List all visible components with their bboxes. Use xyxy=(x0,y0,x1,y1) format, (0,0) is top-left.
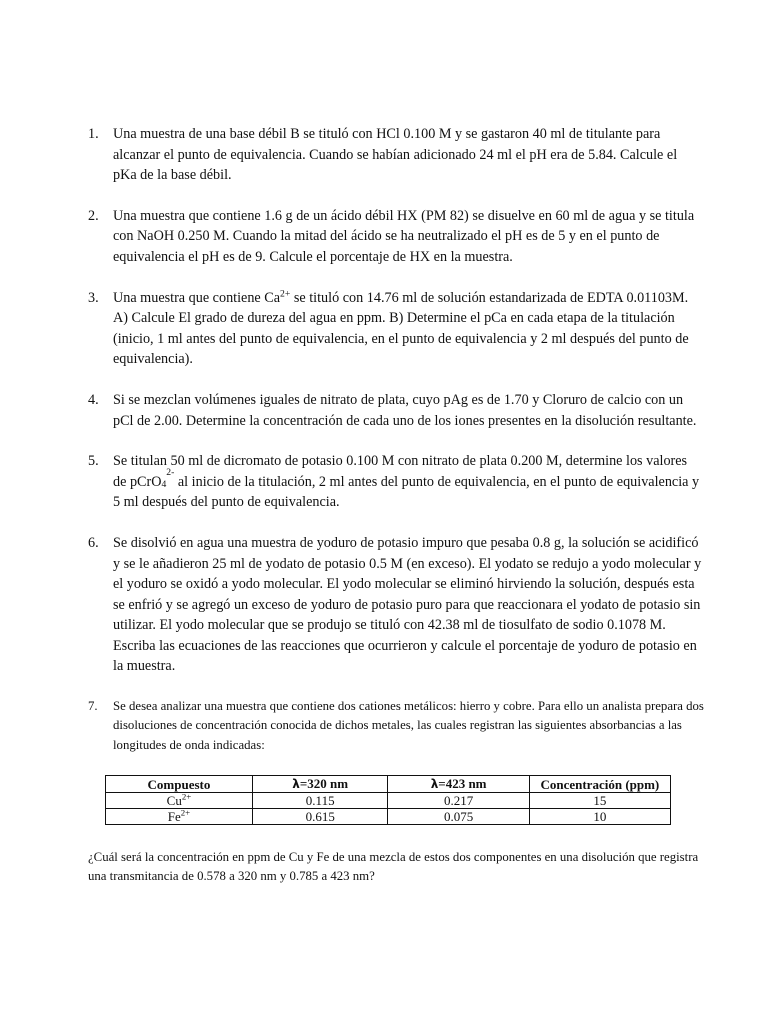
table-row xyxy=(106,793,671,809)
charge-superscript: 2- xyxy=(166,466,175,478)
ion-subsup xyxy=(161,466,175,493)
subscript: 4 xyxy=(161,478,167,490)
problem-number: 1. xyxy=(88,126,99,142)
problem-text: Una muestra de una base débil B se tituló con HCl 0.100 M y se gastaron 40 ml de titulante para alcanzar el punto de equivalencia. Cuando se habían adicionado 24 ml el pH era de 5.84. Calcule el pKa de la base débil. xyxy=(113,126,678,184)
element-symbol: Cu xyxy=(166,793,182,808)
final-question: ¿Cuál será la concentración en ppm de Cu y Fe de una mezcla de estos dos componentes en una disolución que registra una transmitancia de 0.578 a 320 nm y 0.785 a 423 nm? xyxy=(88,850,699,883)
table-header-row xyxy=(106,776,671,793)
problem-number: 2. xyxy=(88,207,99,224)
problem-4 xyxy=(88,390,704,431)
cell-a320: 0.615 xyxy=(252,809,388,825)
cell-conc: 10 xyxy=(529,809,670,825)
problem-text: Si se mezclan volúmenes iguales de nitrato de plata, cuyo pAg es de 1.70 y Cloruro de calcio con un pCl de 2.00. Determine la concentración de cada uno de los iones presentes en la disolución resultante. xyxy=(113,391,697,429)
problem-5 xyxy=(88,451,704,513)
cell-a423: 0.217 xyxy=(388,793,529,809)
problem-text: Se desea analizar una muestra que contiene dos cationes metálicos: hierro y cobre. Para ello un analista prepara dos disoluciones de concentración conocida de dichos metales, las cuales registran las siguientes absorbancias a las longitudes de onda indicadas: xyxy=(113,699,704,752)
problem-number: 5. xyxy=(88,453,99,470)
header-compound: Compuesto xyxy=(106,776,253,793)
header-lambda-320 xyxy=(252,776,388,793)
charge-superscript: 2+ xyxy=(280,287,291,299)
problem-text xyxy=(113,288,704,370)
absorbance-table xyxy=(105,775,671,825)
cell-conc: 15 xyxy=(529,793,670,809)
problem-number: 7. xyxy=(88,699,98,714)
charge-superscript: 2+ xyxy=(180,807,191,818)
text-segment: se tituló con 14.76 ml de solución estandarizada de EDTA 0.01103M. A) Calcule El grado de dureza del agua en ppm. B) Determine el pCa en cada etapa de la titulación (inicio, 1 ml antes del punto de equivalencia, en el punto de equivalencia y 2 ml después del punto de equivalencia). xyxy=(113,289,689,368)
problem-number: 6. xyxy=(88,534,99,551)
problem-number: 3. xyxy=(88,289,99,306)
problem-text: Se disolvió en agua una muestra de yoduro de potasio impuro que pesaba 0.8 g, la solución se acidificó y se le añadieron 25 ml de yodato de potasio 0.5 M (en exceso). El yodato se redujo a yodo molecular y el yoduro se oxidó a yodo molecular. El yodo molecular se eliminó hirviendo la solución, después esta se enfrió y se agregó un exceso de yoduro de potasio puro para que reaccionara el yodato de potasio sin utilizar. El yodo molecular que se produjo se tituló con 42.38 ml de tiosulfato de sodio 0.1078 M. Escriba las ecuaciones de las reacciones que ocurrieron y calcule el porcentaje de yoduro de potasio en la muestra. xyxy=(113,534,702,675)
problem-1 xyxy=(88,124,704,186)
table-row xyxy=(106,809,671,825)
cell-a320: 0.115 xyxy=(252,793,388,809)
header-text: =423 nm xyxy=(438,776,487,791)
problem-text: Una muestra que contiene 1.6 g de un ácido débil HX (PM 82) se disuelve en 60 ml de agua y se titula con NaOH 0.250 M. Cuando la mitad del ácido se ha neutralizado el pH es de 5 y en el punto de equivalencia el pH es de 9. Calcule el porcentaje de HX en la muestra. xyxy=(113,207,695,265)
element-symbol: Fe xyxy=(167,809,181,824)
charge-superscript: 2+ xyxy=(181,791,192,802)
cell-a423: 0.075 xyxy=(388,809,529,825)
text-segment: al inicio de la titulación, 2 ml antes del punto de equivalencia, en el punto de equivalencia y 5 ml después del punto de equivalencia. xyxy=(113,473,700,511)
problem-text xyxy=(113,451,704,513)
text-segment: Una muestra que contiene Ca xyxy=(113,289,281,306)
problem-3 xyxy=(88,288,704,370)
cell-compound xyxy=(106,793,253,809)
problem-6 xyxy=(88,533,704,677)
header-concentration: Concentración (ppm) xyxy=(529,776,670,793)
text-segment: Se titulan 50 ml de dicromato de potasio 0.100 M con nitrato de plata 0.200 M, determine los valores de pCrO xyxy=(113,453,688,490)
problem-2 xyxy=(88,206,704,268)
lambda-symbol: λ xyxy=(292,777,300,791)
cell-compound xyxy=(106,809,253,825)
problem-list xyxy=(88,124,704,755)
header-text: =320 nm xyxy=(299,776,349,791)
problem-number: 4. xyxy=(88,391,99,408)
header-lambda-423 xyxy=(388,776,529,793)
problem-7 xyxy=(88,697,704,755)
lambda-symbol: λ xyxy=(430,777,439,791)
